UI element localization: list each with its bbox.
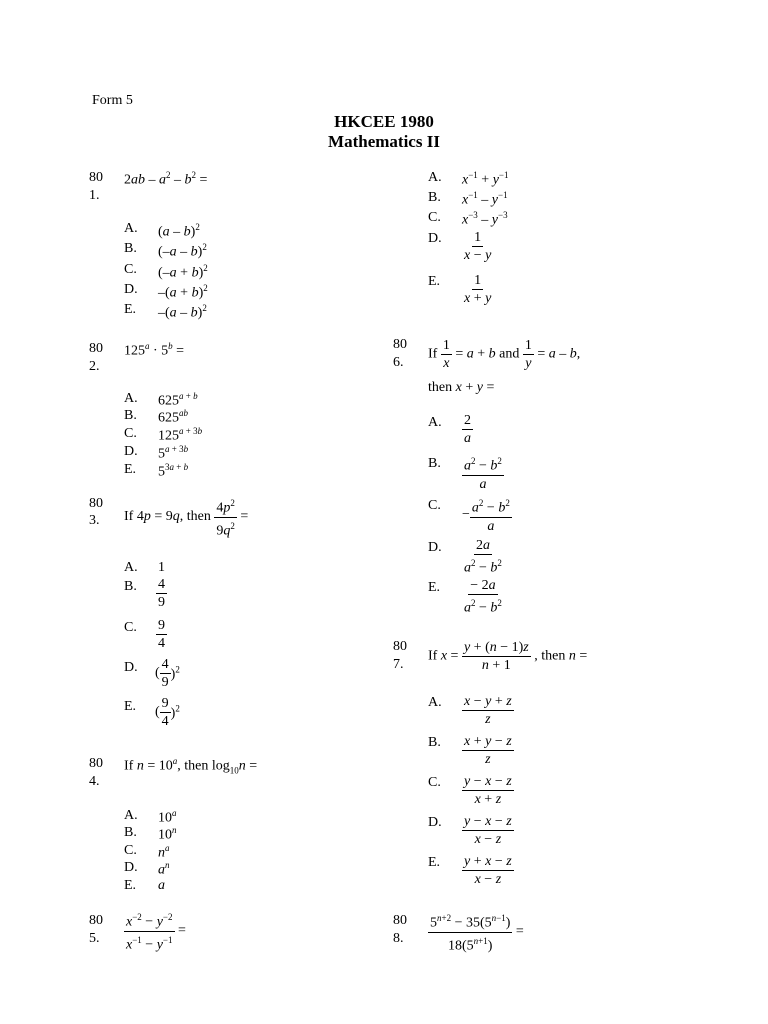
option-text: $5^{3a + b}$ (158, 462, 189, 480)
option-text: $\frac{y - x - z}{x + z}$ (464, 774, 512, 807)
question-year: 80 (89, 496, 103, 511)
option-text: 1 (158, 560, 165, 575)
option-label: E. (428, 580, 441, 595)
question-stem: If $\frac{1}{x}$ = a + b and $\frac{1}{y}$ = a – b, (428, 338, 581, 371)
question-year: 80 (393, 913, 407, 928)
option-text: $625^{ab}$ (158, 408, 188, 426)
option-text: (–a – b)$^2$ (158, 242, 207, 260)
question-year: 80 (89, 170, 103, 185)
question-year: 80 (89, 913, 103, 928)
option-label: D. (124, 444, 138, 459)
option-text: $\frac{1}{x - y}$ (464, 230, 492, 263)
option-text: $5^{a + 3b}$ (158, 444, 189, 462)
option-label: E. (124, 302, 137, 317)
option-text: $-(a + b)^2$ (158, 283, 208, 301)
option-label: E. (124, 878, 137, 893)
option-label: A. (124, 808, 138, 823)
option-label: A. (124, 221, 138, 236)
option-label: C. (124, 620, 137, 635)
option-label: D. (124, 660, 138, 675)
option-label: D. (428, 231, 442, 246)
option-text: $\frac{x + y - z}{z}$ (464, 734, 512, 767)
option-text: $x^{-3} - y^{-3}$ (462, 210, 508, 228)
question-number: 3. (89, 513, 100, 528)
question-year: 80 (89, 756, 103, 771)
question-stem: $2ab - a^2 - b^2$ = (124, 170, 208, 188)
option-label: B. (428, 190, 441, 205)
option-label: B. (124, 408, 137, 423)
option-text: (a – b)$^2$ (158, 222, 200, 240)
option-text: 10$^a$ (158, 808, 177, 826)
option-text: –(a – b)$^2$ (158, 303, 207, 321)
question-number: 7. (393, 657, 404, 672)
option-text: $x^{-1} + y^{-1}$ (462, 170, 509, 188)
option-label: E. (124, 699, 137, 714)
option-label: C. (428, 210, 441, 225)
option-label: A. (124, 391, 138, 406)
question-year: 80 (393, 639, 407, 654)
option-text: a (158, 878, 165, 893)
option-text: $\frac{y - x - z}{x - z}$ (464, 814, 512, 847)
question-number: 2. (89, 359, 100, 374)
option-label: D. (124, 860, 138, 875)
question-stem: $125^a \cdot 5^b$ = (124, 341, 185, 359)
question-number: 6. (393, 355, 404, 370)
option-label: D. (428, 540, 442, 555)
question-year: 80 (89, 341, 103, 356)
option-text: $\frac{4}{9}$ (158, 577, 165, 610)
option-text: $\frac{- 2a}{a^2 - b^2}$ (464, 578, 502, 616)
option-text: ( $\frac{9}{4}$ )$^2$ (155, 696, 180, 729)
option-text: $\frac{2}{a}$ (464, 413, 471, 446)
option-text: $n^a$ (158, 843, 170, 861)
option-label: E. (124, 462, 137, 477)
option-text: $\frac{2a}{a^2 - b^2}$ (464, 538, 502, 576)
question-stem: If $n = 10^a$, then $\log_{10}n$ = (124, 756, 258, 776)
option-label: C. (124, 843, 137, 858)
question-stem-line2: then x + y = (428, 380, 495, 395)
option-label: A. (428, 415, 442, 430)
option-label: B. (124, 579, 137, 594)
option-text: 10$^n$ (158, 825, 177, 843)
option-label: C. (124, 426, 137, 441)
option-text: $\frac{9}{4}$ (158, 618, 165, 651)
question-number: 4. (89, 774, 100, 789)
option-label: A. (124, 560, 138, 575)
option-text: $a^n$ (158, 860, 170, 878)
option-text: − $\frac{a^2 - b^2}{a}$ (462, 498, 510, 534)
question-number: 8. (393, 931, 404, 946)
question-stem: $\frac{5^{n+2} - 35(5^{n-1})}{18(5^{n+1})}$ = (430, 913, 524, 954)
question-stem: If 4p = 9q, then $\frac{4p^2}{9q^2}$ = (124, 498, 249, 539)
option-text: $\frac{x - y + z}{z}$ (464, 694, 512, 727)
option-label: B. (124, 241, 137, 256)
option-label: B. (428, 735, 441, 750)
question-year: 80 (393, 337, 407, 352)
option-label: E. (428, 274, 441, 289)
option-label: B. (124, 825, 137, 840)
option-label: A. (428, 695, 442, 710)
question-stem: $\frac{x^{-2} - y^{-2}}{x^{-1} - y^{-1}}$ = (126, 912, 186, 953)
option-label: C. (124, 262, 137, 277)
option-text: $\frac{a^2 - b^2}{a}$ (464, 456, 502, 492)
option-text: $125^{a + 3b}$ (158, 426, 203, 444)
option-label: D. (124, 282, 138, 297)
paper-title: HKCEE 1980 (334, 112, 434, 131)
option-label: D. (428, 815, 442, 830)
option-text: $625^{a + b}$ (158, 391, 198, 409)
question-stem: If x = $\frac{y + (n - 1)z}{n + 1}$ , then n = (428, 640, 588, 673)
option-text: $\frac{y + x - z}{x - z}$ (464, 854, 512, 887)
question-number: 5. (89, 931, 100, 946)
question-number: 1. (89, 188, 100, 203)
option-text: $x^{-1} - y^{-1}$ (462, 190, 508, 208)
option-label: B. (428, 456, 441, 471)
form-label: Form 5 (92, 93, 133, 108)
option-label: C. (428, 498, 441, 513)
paper-subtitle: Mathematics II (328, 132, 440, 151)
option-label: A. (428, 170, 442, 185)
option-text: $(-a + b)^2$ (158, 263, 208, 281)
option-label: C. (428, 775, 441, 790)
option-text: $\frac{1}{x + y}$ (464, 273, 492, 306)
option-text: ( $\frac{4}{9}$ )$^2$ (155, 657, 180, 690)
option-label: E. (428, 855, 441, 870)
